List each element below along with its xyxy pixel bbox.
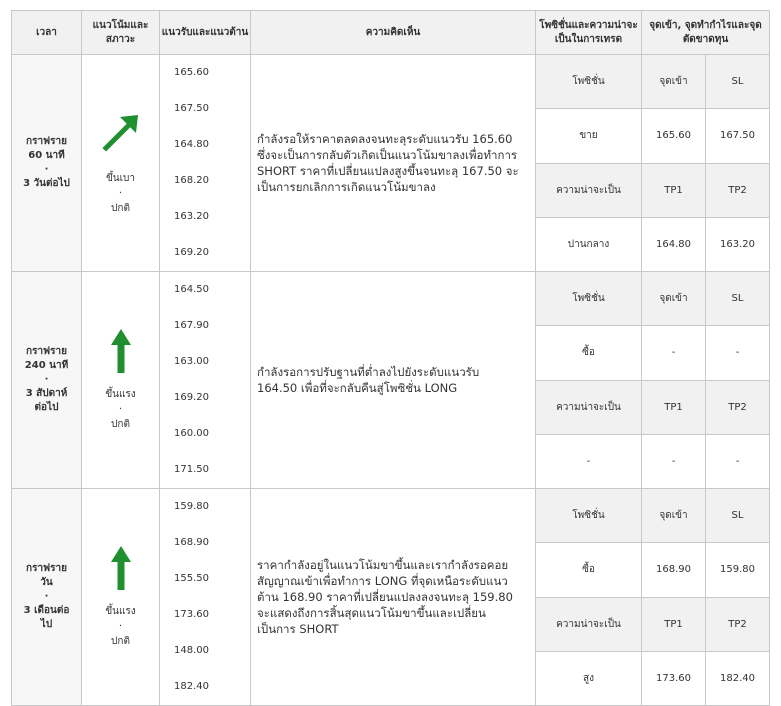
resistance-level: 171.50 bbox=[174, 464, 209, 475]
probability-label: ความน่าจะเป็น bbox=[536, 380, 642, 434]
timeframe-line: 240 นาที bbox=[24, 360, 69, 371]
probability-value: สูง bbox=[536, 651, 642, 705]
support-resistance-cell bbox=[160, 55, 251, 272]
analysis-table-container bbox=[11, 10, 770, 706]
table-row-60min bbox=[12, 55, 770, 272]
support-level: 163.00 bbox=[174, 356, 209, 367]
support-level: 165.60 bbox=[174, 67, 209, 78]
header-position: โพซิชั่นและความน่าจะเป็นในการเทรด bbox=[536, 11, 642, 55]
timeframe-line: · bbox=[44, 374, 49, 385]
timeframe-line: ไป bbox=[40, 619, 53, 630]
trend-state: ปกติ bbox=[111, 202, 130, 214]
trend-state: ปกติ bbox=[111, 635, 130, 647]
level-pair bbox=[174, 561, 250, 633]
probability-value: - bbox=[536, 434, 642, 488]
support-level: 160.00 bbox=[174, 428, 209, 439]
tp1-value: 173.60 bbox=[642, 651, 706, 705]
header-comment: ความคิดเห็น bbox=[251, 11, 536, 55]
resistance-level: 168.90 bbox=[174, 537, 209, 548]
probability-label: ความน่าจะเป็น bbox=[536, 597, 642, 651]
trend-dot: · bbox=[118, 620, 123, 632]
header-support-resistance: แนวรับและแนวต้าน bbox=[160, 11, 251, 55]
support-level: 163.20 bbox=[174, 211, 209, 222]
position-value: ซื้อ bbox=[536, 326, 642, 380]
timeframe-cell bbox=[12, 272, 82, 489]
tp2-label: TP2 bbox=[706, 597, 770, 651]
tp2-label: TP2 bbox=[706, 380, 770, 434]
resistance-level: 167.50 bbox=[174, 103, 209, 114]
timeframe-line: กราฟราย bbox=[26, 136, 67, 147]
resistance-level: 167.90 bbox=[174, 320, 209, 331]
entry-value: - bbox=[642, 326, 706, 380]
trend-strength: ขึ้นแรง bbox=[105, 605, 136, 617]
resistance-level: 173.60 bbox=[174, 609, 209, 620]
tp1-value: 164.80 bbox=[642, 217, 706, 271]
trend-strength: ขึ้นแรง bbox=[105, 388, 136, 400]
level-pair bbox=[174, 633, 250, 705]
level-pair bbox=[174, 55, 250, 127]
support-resistance-cell bbox=[160, 272, 251, 489]
support-resistance-cell bbox=[160, 489, 251, 706]
tp2-value: - bbox=[706, 434, 770, 488]
timeframe-line: กราฟราย bbox=[26, 563, 67, 574]
table-row-240min bbox=[12, 272, 770, 489]
resistance-level: 169.20 bbox=[174, 247, 209, 258]
sl-value: - bbox=[706, 326, 770, 380]
level-pair bbox=[174, 416, 250, 488]
sl-label: SL bbox=[706, 55, 770, 109]
sl-value: 167.50 bbox=[706, 109, 770, 163]
timeframe-line: · bbox=[44, 164, 49, 175]
arrow-up-right-icon bbox=[100, 111, 142, 153]
tp1-label: TP1 bbox=[642, 597, 706, 651]
arrow-up-icon bbox=[109, 329, 133, 373]
position-value: ซื้อ bbox=[536, 543, 642, 597]
tp1-label: TP1 bbox=[642, 380, 706, 434]
resistance-level: 169.20 bbox=[174, 392, 209, 403]
tp1-label: TP1 bbox=[642, 163, 706, 217]
position-label: โพซิชั่น bbox=[536, 272, 642, 326]
timeframe-line: กราฟราย bbox=[26, 346, 67, 357]
entry-label: จุดเข้า bbox=[642, 272, 706, 326]
entry-label: จุดเข้า bbox=[642, 489, 706, 543]
entry-label: จุดเข้า bbox=[642, 55, 706, 109]
level-pair bbox=[174, 127, 250, 199]
arrow-up-icon bbox=[109, 546, 133, 590]
timeframe-line: 3 สัปดาห์ bbox=[25, 388, 68, 399]
timeframe-line: 60 นาที bbox=[28, 150, 65, 161]
level-pair bbox=[174, 489, 250, 561]
header-time: เวลา bbox=[12, 11, 82, 55]
level-pair bbox=[174, 199, 250, 271]
timeframe-line: 3 เดือนต่อ bbox=[23, 605, 70, 616]
trend-state: ปกติ bbox=[111, 418, 130, 430]
support-level: 148.00 bbox=[174, 645, 209, 656]
resistance-level: 182.40 bbox=[174, 681, 209, 692]
trend-dot: · bbox=[118, 403, 123, 415]
entry-value: 168.90 bbox=[642, 543, 706, 597]
position-label: โพซิชั่น bbox=[536, 55, 642, 109]
support-level: 164.50 bbox=[174, 284, 209, 295]
tp2-label: TP2 bbox=[706, 163, 770, 217]
trend-strength: ขึ้นเบา bbox=[105, 172, 136, 184]
trend-dot: · bbox=[118, 187, 123, 199]
support-level: 164.80 bbox=[174, 139, 209, 150]
timeframe-line: · bbox=[44, 591, 49, 602]
header-entry-tp-sl: จุดเข้า, จุดทำกำไรและจุดตัดขาดทุน bbox=[642, 11, 770, 55]
table-row-daily bbox=[12, 489, 770, 706]
resistance-level: 168.20 bbox=[174, 175, 209, 186]
position-label: โพซิชั่น bbox=[536, 489, 642, 543]
trend-cell bbox=[82, 272, 160, 489]
support-level: 155.50 bbox=[174, 573, 209, 584]
level-pair bbox=[174, 344, 250, 416]
sl-value: 159.80 bbox=[706, 543, 770, 597]
header-trend: แนวโน้มและสภาวะ bbox=[82, 11, 160, 55]
timeframe-cell bbox=[12, 489, 82, 706]
trend-cell bbox=[82, 489, 160, 706]
support-level: 159.80 bbox=[174, 501, 209, 512]
tp2-value: 182.40 bbox=[706, 651, 770, 705]
timeframe-cell bbox=[12, 55, 82, 272]
entry-value: 165.60 bbox=[642, 109, 706, 163]
probability-value: ปานกลาง bbox=[536, 217, 642, 271]
level-pair bbox=[174, 272, 250, 344]
tp2-value: 163.20 bbox=[706, 217, 770, 271]
timeframe-line: ต่อไป bbox=[34, 402, 59, 413]
trend-cell bbox=[82, 55, 160, 272]
header-row bbox=[12, 11, 770, 55]
timeframe-line: 3 วันต่อไป bbox=[23, 178, 70, 189]
tp1-value: - bbox=[642, 434, 706, 488]
comment-cell: กำลังรอให้ราคาตลดลงจนทะลุระดับแนวรับ 165.60 ซึ่งจะเป็นการกลับตัวเกิดเป็นแนวโน้มขาลงเพื่อทำการ SHORT ราคาที่เปลี่ยนแปลงสูงขึ้นจนทะลุ 167.50 จะเป็นการยกเลิกการเกิดแนวโน้มขาลง bbox=[251, 55, 536, 272]
sl-label: SL bbox=[706, 272, 770, 326]
comment-cell: ราคากำลังอยู่ในแนวโน้มขาขึ้นและเรากำลังรอคอยสัญญาณเข้าเพื่อทำการ LONG ที่จุดเหนือระดับแนวต้าน 168.90 ราคาที่เปลี่ยนแปลงลงจนทะลุ 159.80 จะแสดงถึงการสิ้นสุดแนวโน้มขาขึ้นและเปลี่ยนเป็นการ SHORT bbox=[251, 489, 536, 706]
timeframe-line: วัน bbox=[40, 577, 53, 588]
comment-cell: กำลังรอการปรับฐานที่ต่ำลงไปยังระดับแนวรับ 164.50 เพื่อที่จะกลับคืนสู่โพซิชั่น LONG bbox=[251, 272, 536, 489]
position-value: ขาย bbox=[536, 109, 642, 163]
analysis-table bbox=[11, 10, 770, 706]
probability-label: ความน่าจะเป็น bbox=[536, 163, 642, 217]
sl-label: SL bbox=[706, 489, 770, 543]
